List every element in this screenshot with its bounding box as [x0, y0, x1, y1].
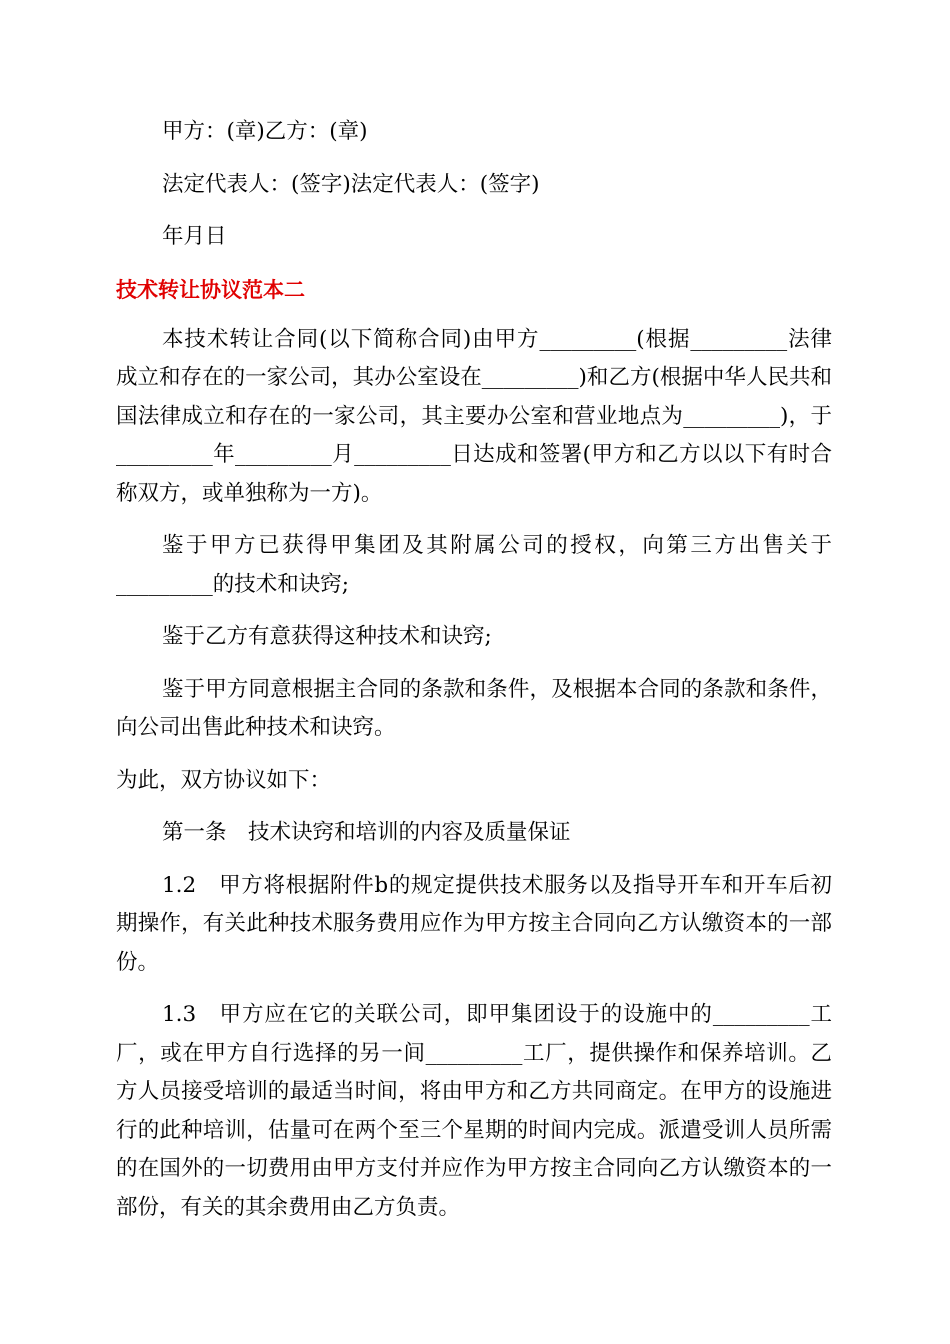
legal-representative-line: 法定代表人：(签字)法定代表人：(签字): [162, 171, 540, 197]
article-1-heading: 第一条 技术诀窍和培训的内容及质量保证: [162, 820, 571, 845]
whereas-paragraph-2: 鉴于乙方有意获得这种技术和诀窍;: [162, 624, 492, 649]
clause-1-2: 1.2 甲方将根据附件b的规定提供技术服务以及指导开车和开车后初期操作，有关此种技术服务费用应作为甲方按主合同向乙方认缴资本的一部份。: [116, 872, 832, 975]
whereas-paragraph-3: 鉴于甲方同意根据主合同的条款和条件，及根据本合同的条款和条件，向公司出售此种技术和诀窍。: [116, 676, 832, 740]
date-line: 年月日: [162, 224, 227, 249]
whereas-paragraph-1: 鉴于甲方已获得甲集团及其附属公司的授权，向第三方出售关于_________的技术和诀窍;: [116, 533, 832, 597]
clause-1-3: 1.3 甲方应在它的关联公司，即甲集团设于的设施中的_________工厂，或在甲方自行选择的另一间_________工厂，提供操作和保养培训。乙方人员接受培训的最适当时间，将由甲方和乙方共同商定。在甲方的设施进行的此种培训，估量可在两个至三个星期的时间内完成。派遣受训人员所需的在国外的一切费用由甲方支付并应作为甲方按主合同向乙方认缴资本的一部份，有关的其余费用由乙方负责。: [116, 1002, 832, 1220]
agreement-paragraph: 为此，双方协议如下：: [116, 767, 332, 793]
party-seal-line: 甲方：(章)乙方：(章): [162, 119, 368, 144]
intro-paragraph: 本技术转让合同(以下简称合同)由甲方_________(根据_________法律成立和存在的一家公司，其办公室设在_________)和乙方(根据中华人民共和国法律成立和存在的一家公司，其主要办公室和营业地点为_________)，于_________年_________月_________日达成和签署(甲方和乙方以以下有时合称双方，或单独称为一方)。: [116, 326, 832, 506]
section-title: 技术转让协议范本二: [116, 277, 305, 302]
